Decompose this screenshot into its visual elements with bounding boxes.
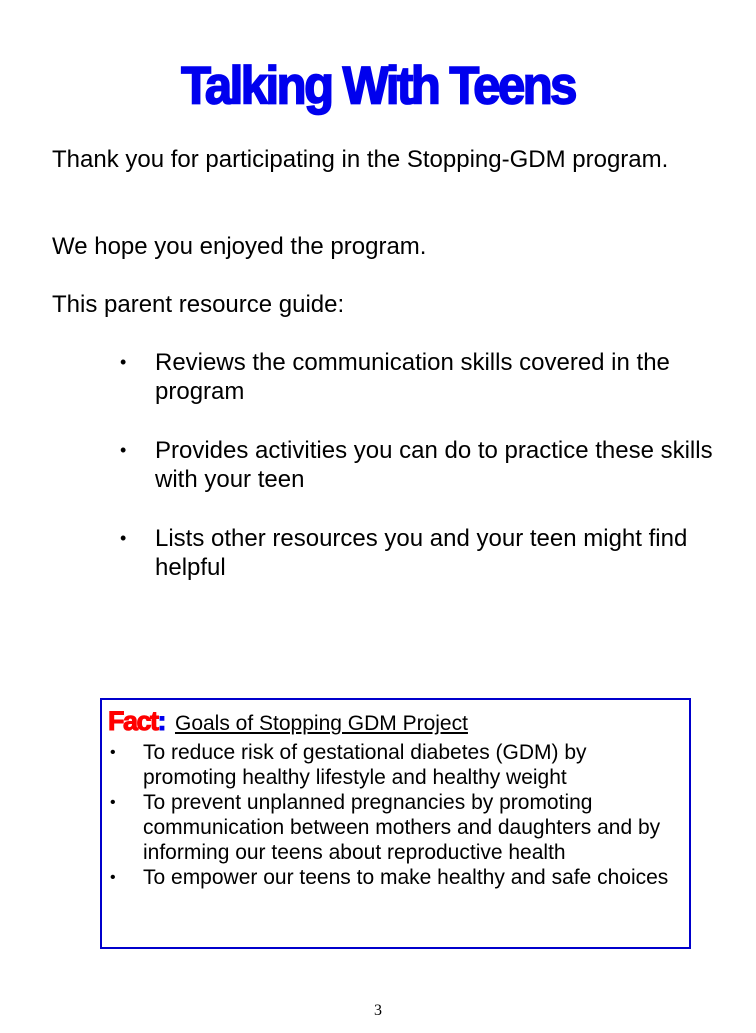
fact-item-text: To reduce risk of gestational diabetes (GDM) by promoting healthy lifestyle and healthy weight xyxy=(143,741,587,789)
guide-list-item xyxy=(118,348,718,406)
guide-item-text: Reviews the communication skills covered in the program xyxy=(155,349,670,405)
intro-thanks: Thank you for participating in the Stopping-GDM program. xyxy=(52,146,669,173)
bullet-icon: • xyxy=(120,440,127,460)
bullet-icon: • xyxy=(120,352,127,372)
fact-header xyxy=(108,706,468,737)
guide-list-item xyxy=(118,436,718,494)
fact-goals-list xyxy=(108,740,683,890)
fact-colon: : xyxy=(157,706,167,736)
fact-list-item xyxy=(108,790,683,865)
fact-item-text: To prevent unplanned pregnancies by promoting communication between mothers and daughters and by informing our teens about reproductive health xyxy=(143,791,661,864)
page-title: Talking With Teens xyxy=(181,56,575,116)
guide-list-item xyxy=(118,524,718,582)
bullet-icon: • xyxy=(110,794,116,811)
intro-guide-lead: This parent resource guide: xyxy=(52,291,345,318)
fact-item-text: To empower our teens to make healthy and safe choices xyxy=(143,866,669,889)
page-number: 3 xyxy=(374,1002,382,1019)
guide-list xyxy=(118,348,718,612)
fact-heading: Goals of Stopping GDM Project xyxy=(174,712,468,735)
intro-hope: We hope you enjoyed the program. xyxy=(52,233,427,260)
fact-list-item xyxy=(108,865,683,890)
bullet-icon: • xyxy=(120,528,127,548)
fact-label: Fact xyxy=(108,706,158,736)
guide-item-text: Lists other resources you and your teen might find helpful xyxy=(155,525,688,581)
guide-item-text: Provides activities you can do to practice these skills with your teen xyxy=(155,437,713,493)
bullet-icon: • xyxy=(110,869,116,886)
fact-box xyxy=(100,698,691,949)
bullet-icon: • xyxy=(110,744,116,761)
fact-list-item xyxy=(108,740,683,790)
